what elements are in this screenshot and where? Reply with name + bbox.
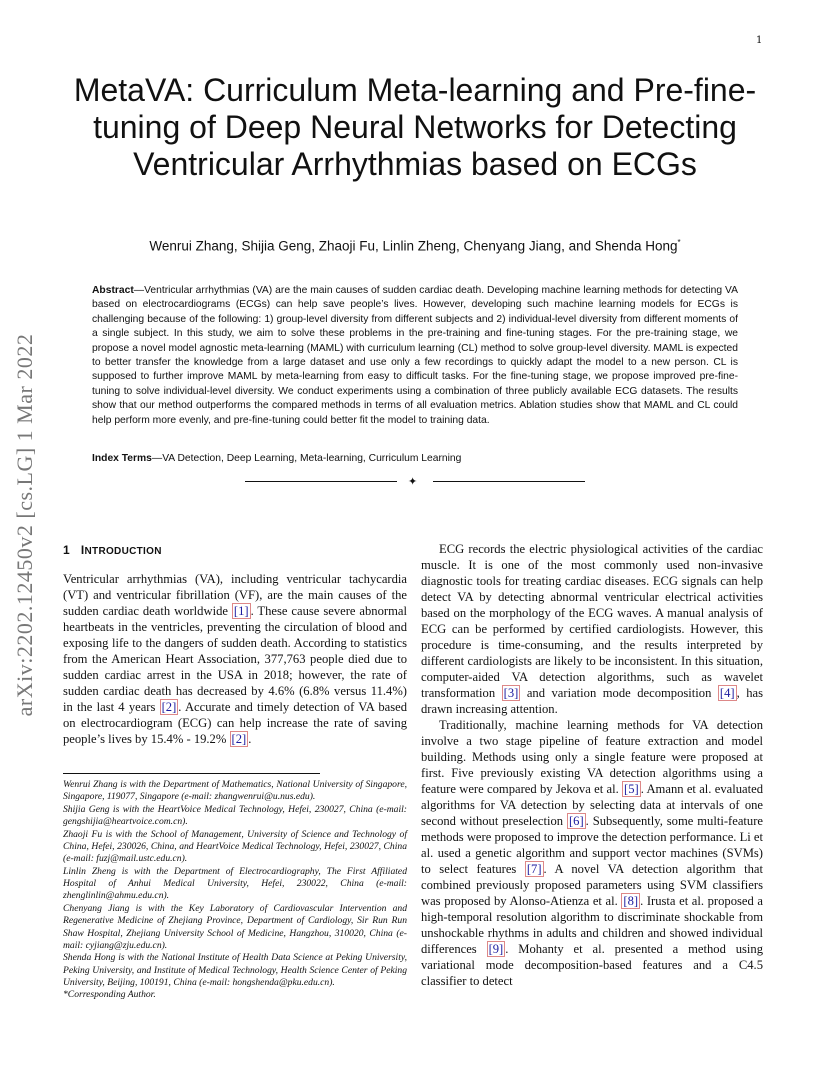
footnote: *Corresponding Author. [63,989,156,1001]
citation-link[interactable]: [2] [231,731,247,746]
citation-link[interactable]: [6] [568,813,584,828]
abstract-text: Ventricular arrhythmias (VA) are the main causes of sudden cardiac death. Developing machine learning methods for detecting VA based on electrocardiograms (ECGs) can help save people’s lives. However, developing such machine learning models for ECGs is challenging because of the following: 1) group-level diversity from different subjects and 2) individual-level diversity from different moments of a single subject. In this study, we aim to solve these problems in the pre-training and fine-tuning stages. For the pre-training stage, we propose a novel model agnostic meta-learning (MAML) with curriculum learning (CL) method to solve group-level diversity. MAML is expected to better transfer the knowledge from a large dataset and use only a few recordings to quickly adapt the model to a new person. CL is supposed to further improve MAML by meta-learning from easy to difficult tasks. For the fine-tuning stage, we propose improved pre-fine-tuning to solve individual-level diversity. We conduct experiments using a combination of three publicly available ECG datasets. The results show that our method outperforms the compared methods in terms of all evaluation metrics. Ablation studies show that MAML and CL could help perform more evenly, and pre-fine-tuning could better fit the model to training data. [92,285,738,426]
abstract-label: Abstract [92,285,134,296]
author-list [60,238,770,254]
text-run: Ventricular arrhythmias (VA), including ventricular tachycardia (VT) and ventricular fibrillation (VF), are the main causes of the sudden cardiac death worldwide [63,572,407,618]
abstract [92,284,738,428]
author-names: Wenrui Zhang, Shijia Geng, Zhaoji Fu, Linlin Zheng, Chenyang Jiang, and Shenda Hong [149,238,678,254]
left-column [63,572,407,748]
footnote: Shenda Hong is with the National Institute of Health Data Science at Peking University, Peking University, and Institute of Medical Technology, Health Science Center of Peking University, Beijing, 100191, China (e-mail: hongshenda@pku.edu.cn). [63,952,407,988]
text-run: . Accurate and timely detection of VA based on electrocardiogram (ECG) can help increase the rate of saving people’s lives by 15.4% - 19.2% [63,699,408,746]
section-title-initial: I [80,543,85,557]
text-run: . These cause severe abnormal heartbeats in the ventricles, preventing the circulation of blood and exposing life to the dangers of sudden death. According to statistics from the American Heart Association, 377,763 people died due to sudden cardiac arrest in the USA in 2018; however, the rate of sudden cardiac death has decreased by 4.6% (6.8% versus 11.4%) in the last 4 years [63,603,407,714]
arxiv-stamp [10,290,40,760]
text-run: . Subsequently, some multi-feature methods were proposed to improve the detection performance. Li et al. used a genetic algorithm and support vector machines (SVMs) to select features [421,813,764,876]
text-run: . A novel VA detection algorithm that combined previously proposed parameters using SVM classifiers was proposed by Alonso-Atienza et al. [421,861,764,908]
paper-title: MetaVA: Curriculum Meta-learning and Pre-fine-tuning of Deep Neural Networks for Detecting Ventricular Arrhythmias based on ECGs [73,72,757,182]
text-run: , has drawn increasing attention. [421,685,763,716]
citation-link[interactable]: [8] [623,893,639,908]
text-run: ECG records the electric physiological activities of the cardiac muscle. It is one of the most commonly used non-invasive diagnostic tools for treating cardiac diseases. ECG signals can help detect VA by detecting abnormal ventricular electrical activities based on the morphology of the ECG waves. A manual analysis of ECG can be performed by certified cardiologists. However, this procedure is time-consuming, and the results interpreted by different cardiologists are likely to be inconsistent. In this situation, computer-aided VA detection algorithms, such as wavelet transformation [421,542,763,700]
text-run: . Mohanty et al. presented a method using variational mode decomposition-based features and a C4.5 classifier to detect [421,941,763,988]
citation-link[interactable]: [3] [503,685,519,700]
citation-link[interactable]: [7] [526,861,542,876]
citation-link[interactable]: [1] [233,603,249,618]
footnotes [63,779,407,1002]
paragraph [421,542,763,718]
arxiv-id: arXiv:2202.12450v2 [cs.LG] 1 Mar 2022 [12,333,37,717]
paragraph [63,572,407,748]
divider-line-right [433,481,585,482]
index-terms-dash: — [151,453,163,464]
index-terms [92,452,738,466]
citation-link[interactable]: [4] [719,685,735,700]
footnote-rule [63,773,320,774]
section-number: 1 [63,543,70,557]
text-run: . [248,731,252,746]
divider-line-left [245,481,397,482]
footnote: Chenyang Jiang is with the Key Laboratory of Cardiovascular Intervention and Regenerative Medicine of Zhejiang Province, Department of Cardiology, Sir Run Run Shaw Hospital, Zhejiang University School of Medicine, Hangzhou, 310020, China (e-mail: cyjiang@zju.edu.cn). [63,902,407,951]
right-column [421,542,763,990]
text-run: . Amann et al. evaluated algorithms for VA detection by selecting data at intervals of one second without preselection [421,781,763,828]
page-number: 1 [756,35,763,46]
section-divider [245,476,585,488]
text-run: . Irusta et al. proposed a high-temporal resolution algorithm to discriminate shockable from unshockable rhythms in adults and children and showed individual differences [421,893,764,956]
index-terms-text: VA Detection, Deep Learning, Meta-learning, Curriculum Learning [162,453,462,464]
section-title-rest: NTRODUCTION [84,546,162,557]
divider-ornament-icon: ✦ [408,476,418,488]
paragraph [421,718,763,990]
citation-link[interactable]: [2] [161,699,177,714]
index-terms-label: Index Terms [92,453,152,464]
citation-link[interactable]: [9] [488,941,504,956]
citation-link[interactable]: [5] [624,781,639,796]
footnote: Shijia Geng is with the HeartVoice Medical Technology, Hefei, 230027, China (e-mail: gengshijia@heartvoice.com.cn). [63,803,407,828]
corresponding-mark: * [677,238,681,247]
abstract-dash: — [133,285,145,296]
section-heading [63,543,162,557]
footnote: Wenrui Zhang is with the Department of Mathematics, National University of Singapore, Singapore, 119077, Singapore (e-mail: zhangwenrui@u.nus.edu). [63,779,407,803]
text-run: Traditionally, machine learning methods for VA detection involve a two stage pipeline of feature extraction and model building. Methods using only a single feature were proposed at first. Five previously existing VA detection algorithms using a feature were compared by Jekova et al. [421,717,763,796]
text-run: and variation mode decomposition [520,685,718,700]
footnote: Zhaoji Fu is with the School of Management, University of Science and Technology of China, Hefei, 230026, China, and HeartVoice Medical Technology, Hefei, 230027, China (e-mail: fuzj@mail.ustc.edu.cn). [63,828,407,865]
footnote: Linlin Zheng is with the Department of Electrocardiography, The First Affiliated Hospital of Anhui Medical University, Hefei, 230022, China (e-mail: zhenglinlin@ahmu.edu.cn). [63,865,407,902]
